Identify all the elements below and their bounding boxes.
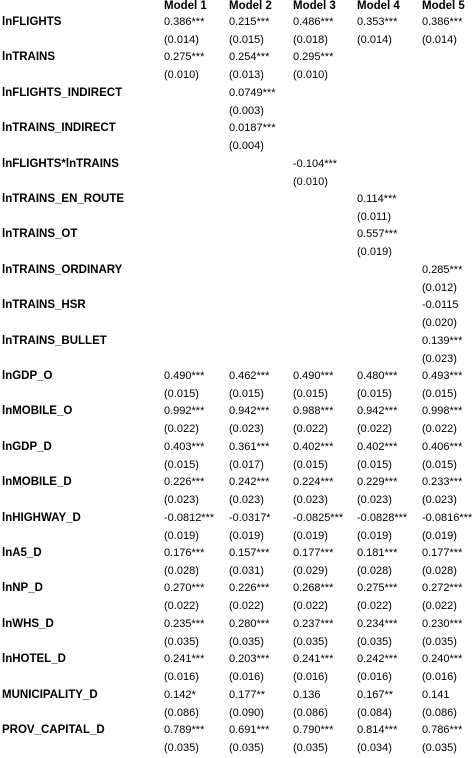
- coefficient-cell: 0.275***: [164, 51, 205, 64]
- standard-error-cell: (0.019): [357, 529, 392, 542]
- standard-error-cell: (0.035): [293, 742, 328, 754]
- table-row: [0, 49, 474, 85]
- coefficient-cell: 0.462***: [229, 370, 270, 382]
- standard-error-cell: (0.022): [422, 423, 457, 436]
- table-row: [0, 403, 474, 439]
- coefficient-cell: 0.0749***: [229, 86, 276, 99]
- coefficient-cell: -0.0825***: [293, 511, 344, 524]
- variable-name: lnTRAINS_ORDINARY: [2, 263, 123, 276]
- standard-error-cell: (0.015): [357, 388, 392, 400]
- standard-error-cell: (0.086): [293, 706, 328, 719]
- coefficient-cell: 0.790***: [293, 724, 334, 736]
- standard-error-cell: (0.016): [229, 671, 264, 684]
- standard-error-cell: (0.035): [229, 635, 264, 648]
- standard-error-cell: (0.015): [164, 388, 199, 400]
- table-row: [0, 368, 474, 404]
- standard-error-cell: (0.010): [293, 175, 328, 188]
- coefficient-cell: 0.353***: [357, 16, 398, 28]
- standard-error-cell: (0.035): [164, 742, 199, 754]
- standard-error-cell: (0.031): [229, 565, 264, 577]
- standard-error-cell: (0.022): [164, 600, 199, 613]
- coefficient-cell: 0.114***: [357, 193, 397, 205]
- standard-error-cell: (0.015): [164, 458, 199, 471]
- table-row: [0, 580, 474, 616]
- standard-error-cell: (0.003): [229, 104, 264, 117]
- coefficient-cell: 0.295***: [293, 51, 334, 64]
- standard-error-cell: (0.022): [164, 423, 199, 436]
- table-row: [0, 297, 474, 333]
- standard-error-cell: (0.028): [357, 565, 392, 577]
- standard-error-cell: (0.023): [293, 494, 328, 507]
- coefficient-cell: 0.203***: [229, 653, 270, 666]
- standard-error-cell: (0.015): [422, 388, 457, 400]
- standard-error-cell: (0.013): [229, 69, 264, 82]
- coefficient-cell: 0.139***: [422, 334, 463, 347]
- standard-error-cell: (0.019): [229, 529, 264, 542]
- table-row: [0, 14, 474, 50]
- table-row: [0, 474, 474, 510]
- standard-error-cell: (0.086): [422, 706, 457, 719]
- table-row: [0, 156, 474, 192]
- standard-error-cell: (0.023): [357, 494, 392, 507]
- standard-error-cell: (0.034): [357, 742, 392, 754]
- coefficient-cell: 0.226***: [164, 476, 205, 489]
- coefficient-cell: 0.241***: [293, 653, 334, 666]
- coefficient-cell: -0.0828***: [357, 511, 408, 524]
- column-header-model-3: Model 3: [293, 0, 336, 12]
- table-row: [0, 687, 474, 723]
- coefficient-cell: 0.275***: [357, 582, 398, 595]
- standard-error-cell: (0.090): [229, 706, 264, 719]
- coefficient-cell: 0.386***: [422, 16, 463, 28]
- coefficient-cell: 0.272***: [422, 582, 463, 595]
- coefficient-cell: -0.104***: [293, 157, 338, 170]
- standard-error-cell: (0.019): [293, 529, 328, 542]
- standard-error-cell: (0.028): [164, 565, 199, 577]
- coefficient-cell: 0.237***: [293, 617, 334, 630]
- standard-error-cell: (0.016): [422, 671, 457, 684]
- standard-error-cell: (0.012): [422, 281, 457, 294]
- standard-error-cell: (0.015): [293, 458, 328, 471]
- standard-error-cell: (0.035): [229, 742, 264, 754]
- coefficient-cell: 0.136: [293, 688, 321, 701]
- column-header-model-2: Model 2: [229, 0, 272, 12]
- standard-error-cell: (0.017): [229, 458, 264, 471]
- coefficient-cell: 0.224***: [293, 476, 334, 489]
- coefficient-cell: 0.241***: [164, 653, 205, 666]
- column-header-model-4: Model 4: [357, 0, 400, 12]
- variable-name: lnTRAINS: [2, 51, 56, 64]
- coefficient-cell: 0.142*: [164, 688, 196, 701]
- standard-error-cell: (0.023): [229, 494, 264, 507]
- standard-error-cell: (0.019): [422, 529, 457, 542]
- standard-error-cell: (0.019): [164, 529, 199, 542]
- variable-name: lnTRAINS_BULLET: [2, 334, 107, 347]
- standard-error-cell: (0.014): [164, 34, 199, 46]
- standard-error-cell: (0.020): [422, 317, 457, 330]
- variable-name: lnFLIGHTS*lnTRAINS: [2, 157, 119, 170]
- standard-error-cell: (0.015): [293, 388, 328, 400]
- column-header-model-1: Model 1: [164, 0, 207, 12]
- standard-error-cell: (0.010): [293, 69, 328, 82]
- coefficient-cell: 0.402***: [357, 440, 398, 453]
- standard-error-cell: (0.014): [357, 34, 392, 46]
- variable-name: lnFLIGHTS: [2, 16, 62, 28]
- standard-error-cell: (0.018): [293, 34, 328, 46]
- table-row: [0, 333, 474, 369]
- coefficient-cell: 0.490***: [293, 370, 334, 382]
- coefficient-cell: 0.177***: [293, 547, 334, 559]
- coefficient-cell: -0.0115: [422, 299, 459, 312]
- standard-error-cell: (0.022): [293, 423, 328, 436]
- variable-name: lnGDP_O: [2, 370, 53, 382]
- coefficient-cell: 0.789***: [164, 724, 205, 736]
- standard-error-cell: (0.022): [293, 600, 328, 613]
- standard-error-cell: (0.019): [357, 246, 392, 259]
- variable-name: MUNICIPALITY_D: [2, 688, 98, 701]
- standard-error-cell: (0.035): [164, 635, 199, 648]
- coefficient-cell: 0.942***: [229, 405, 270, 418]
- coefficient-cell: 0.233***: [422, 476, 463, 489]
- table-row: [0, 439, 474, 475]
- coefficient-cell: 0.490***: [164, 370, 205, 382]
- coefficient-cell: -0.0317*: [229, 511, 271, 524]
- standard-error-cell: (0.084): [357, 706, 392, 719]
- coefficient-cell: 0.240***: [422, 653, 463, 666]
- standard-error-cell: (0.035): [422, 635, 457, 648]
- variable-name: PROV_CAPITAL_D: [2, 724, 105, 736]
- variable-name: lnHIGHWAY_D: [2, 511, 81, 524]
- coefficient-cell: 0.557***: [357, 228, 398, 241]
- coefficient-cell: 0.486***: [293, 16, 334, 28]
- standard-error-cell: (0.029): [293, 565, 328, 577]
- standard-error-cell: (0.023): [164, 494, 199, 507]
- coefficient-cell: 0.814***: [357, 724, 398, 736]
- standard-error-cell: (0.015): [229, 34, 264, 46]
- table-row: [0, 226, 474, 262]
- standard-error-cell: (0.035): [357, 635, 392, 648]
- standard-error-cell: (0.023): [229, 423, 264, 436]
- table-row: [0, 616, 474, 652]
- coefficient-cell: 0.406***: [422, 440, 463, 453]
- coefficient-cell: 0.141: [422, 688, 450, 701]
- coefficient-cell: -0.0816***: [422, 511, 473, 524]
- coefficient-cell: 0.235***: [164, 617, 205, 630]
- coefficient-cell: 0.268***: [293, 582, 334, 595]
- coefficient-cell: 0.254***: [229, 51, 270, 64]
- variable-name: lnMOBILE_D: [2, 476, 72, 489]
- coefficient-cell: 0.786***: [422, 724, 463, 736]
- coefficient-cell: 0.167**: [357, 688, 394, 701]
- standard-error-cell: (0.022): [357, 423, 392, 436]
- coefficient-cell: 0.691***: [229, 724, 270, 736]
- table-row: [0, 120, 474, 156]
- coefficient-cell: 0.242***: [229, 476, 270, 489]
- coefficient-cell: 0.177***: [422, 547, 463, 559]
- coefficient-cell: 0.229***: [357, 476, 398, 489]
- standard-error-cell: (0.015): [229, 388, 264, 400]
- standard-error-cell: (0.016): [293, 671, 328, 684]
- coefficient-cell: 0.176***: [164, 547, 205, 559]
- variable-name: lnNP_D: [2, 582, 43, 595]
- standard-error-cell: (0.004): [229, 140, 264, 153]
- standard-error-cell: (0.015): [422, 458, 457, 471]
- coefficient-cell: 0.992***: [164, 405, 205, 418]
- coefficient-cell: 0.988***: [293, 405, 334, 418]
- standard-error-cell: (0.022): [422, 600, 457, 613]
- standard-error-cell: (0.014): [422, 34, 457, 46]
- coefficient-cell: -0.0812***: [164, 511, 215, 524]
- coefficient-cell: 0.998***: [422, 405, 463, 418]
- variable-name: lnTRAINS_HSR: [2, 299, 86, 312]
- variable-name: lnMOBILE_O: [2, 405, 73, 418]
- coefficient-cell: 0.181***: [357, 547, 398, 559]
- standard-error-cell: (0.022): [357, 600, 392, 613]
- variable-name: lnFLIGHTS_INDIRECT: [2, 86, 123, 99]
- variable-name: lnWHS_D: [2, 617, 54, 630]
- coefficient-cell: 0.403***: [164, 440, 205, 453]
- standard-error-cell: (0.022): [229, 600, 264, 613]
- table-row: [0, 545, 474, 581]
- column-header-model-5: Model 5: [422, 0, 465, 12]
- coefficient-cell: 0.234***: [357, 617, 398, 630]
- coefficient-cell: 0.480***: [357, 370, 398, 382]
- table-row: [0, 722, 474, 758]
- standard-error-cell: (0.028): [422, 565, 457, 577]
- coefficient-cell: 0.402***: [293, 440, 334, 453]
- standard-error-cell: (0.016): [357, 671, 392, 684]
- standard-error-cell: (0.016): [164, 671, 199, 684]
- standard-error-cell: (0.035): [293, 635, 328, 648]
- coefficient-cell: 0.942***: [357, 405, 398, 418]
- table-row: [0, 262, 474, 298]
- table-row: [0, 651, 474, 687]
- variable-name: lnHOTEL_D: [2, 653, 66, 666]
- variable-name: lnTRAINS_INDIRECT: [2, 122, 116, 135]
- variable-name: lnGDP_D: [2, 440, 52, 453]
- variable-name: lnA5_D: [2, 547, 42, 559]
- coefficient-cell: 0.215***: [229, 16, 270, 28]
- standard-error-cell: (0.086): [164, 706, 199, 719]
- coefficient-cell: 0.242***: [357, 653, 398, 666]
- standard-error-cell: (0.035): [422, 742, 457, 754]
- coefficient-cell: 0.226***: [229, 582, 270, 595]
- coefficient-cell: 0.386***: [164, 16, 205, 28]
- variable-name: lnTRAINS_EN_ROUTE: [2, 193, 125, 205]
- standard-error-cell: (0.015): [357, 458, 392, 471]
- table-row: [0, 191, 474, 227]
- coefficient-cell: 0.157***: [229, 547, 270, 559]
- standard-error-cell: (0.023): [422, 352, 457, 365]
- coefficient-cell: 0.270***: [164, 582, 205, 595]
- coefficient-cell: 0.230***: [422, 617, 463, 630]
- standard-error-cell: (0.011): [357, 211, 392, 223]
- coefficient-cell: 0.493***: [422, 370, 463, 382]
- coefficient-cell: 0.0187***: [229, 122, 276, 135]
- variable-name: lnTRAINS_OT: [2, 228, 78, 241]
- table-row: [0, 510, 474, 546]
- standard-error-cell: (0.010): [164, 69, 199, 82]
- standard-error-cell: (0.023): [422, 494, 457, 507]
- coefficient-cell: 0.177**: [229, 688, 266, 701]
- table-row: [0, 85, 474, 121]
- coefficient-cell: 0.361***: [229, 440, 270, 453]
- coefficient-cell: 0.285***: [422, 263, 463, 276]
- coefficient-cell: 0.280***: [229, 617, 270, 630]
